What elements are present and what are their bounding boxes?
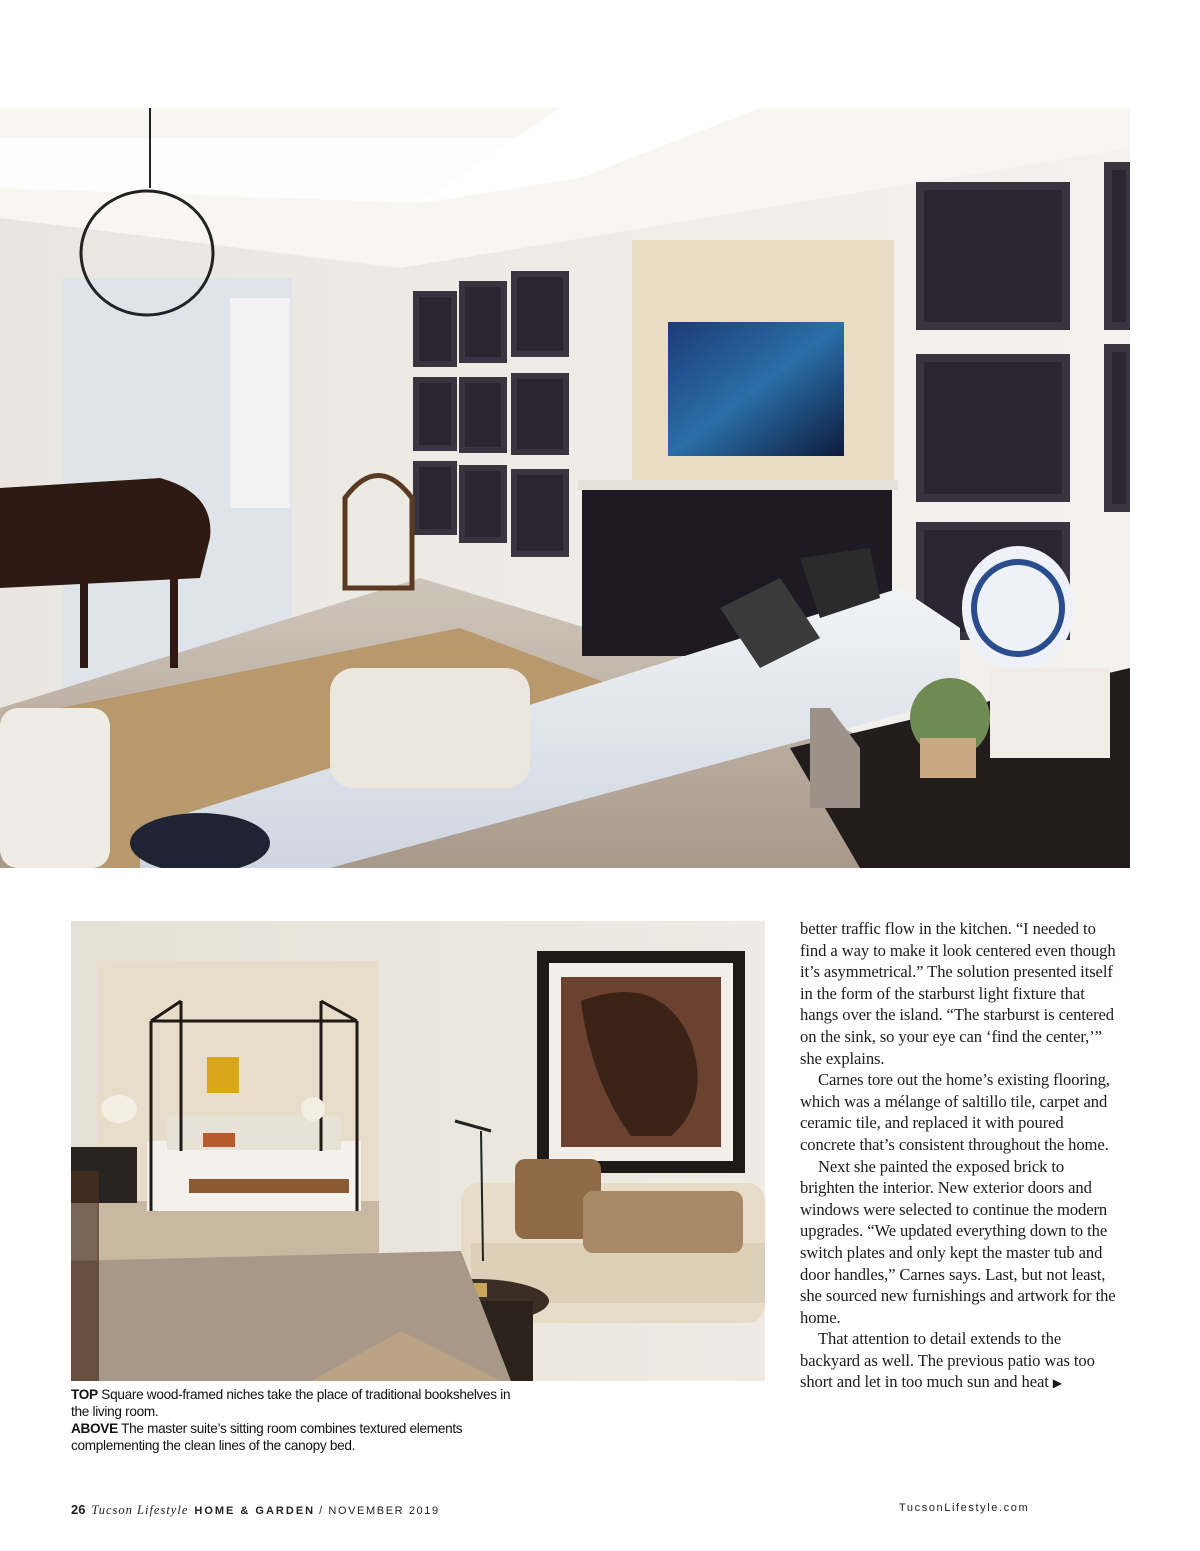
caption-top	[71, 1386, 531, 1420]
issue-date: / NOVEMBER 2019	[319, 1505, 440, 1517]
section-name: HOME & GARDEN	[194, 1505, 316, 1517]
caption-top-label: TOP	[71, 1387, 98, 1402]
right-triangle-icon: ▶	[1052, 1376, 1062, 1391]
bottom-photo-master-suite	[71, 921, 765, 1381]
article-paragraph-4-text: That attention to detail extends to the backyard as well. The previous patio was too short and let in too much sun and heat	[800, 1329, 1095, 1392]
article-paragraph-3: Next she painted the exposed brick to brighten the interior. New exterior doors and windows were selected to continue the modern upgrades. “We updated everything down to the switch plates and only kept the master tub and door handles,” Carnes says. Last, but not least, she sourced new furnishings and artwork for the home.	[800, 1156, 1116, 1327]
article-paragraph-2: Carnes tore out the home’s existing flooring, which was a mélange of saltillo tile, carpet and ceramic tile, and replaced it with poured concrete that’s consistent throughout the home.	[800, 1070, 1110, 1154]
magazine-name: Tucson Lifestyle	[91, 1503, 189, 1517]
page-number: 26	[71, 1502, 86, 1517]
article-paragraph-1: better traffic flow in the kitchen. “I needed to find a way to make it look centered even though it’s asymmetrical.” The solution presented itself in the form of the starburst light fixture that hangs over the island. “The starburst is centered on the sink, so your eye can ‘find the center,’” she explains.	[800, 919, 1116, 1068]
article-column	[800, 918, 1122, 1395]
photo-caption	[71, 1386, 531, 1454]
caption-above	[71, 1420, 531, 1454]
folio	[71, 1502, 440, 1518]
article-paragraph-4	[800, 1328, 1122, 1395]
caption-above-text: The master suite’s sitting room combines textured elements complementing the clean lines of the canopy bed.	[71, 1421, 463, 1453]
page-footer	[71, 1502, 1200, 1522]
top-photo-living-room	[0, 108, 1130, 868]
website-url: TucsonLifestyle.com	[899, 1502, 1030, 1514]
caption-above-label: ABOVE	[71, 1421, 118, 1436]
caption-top-text: Square wood-framed niches take the place of traditional bookshelves in the living room.	[71, 1387, 511, 1419]
